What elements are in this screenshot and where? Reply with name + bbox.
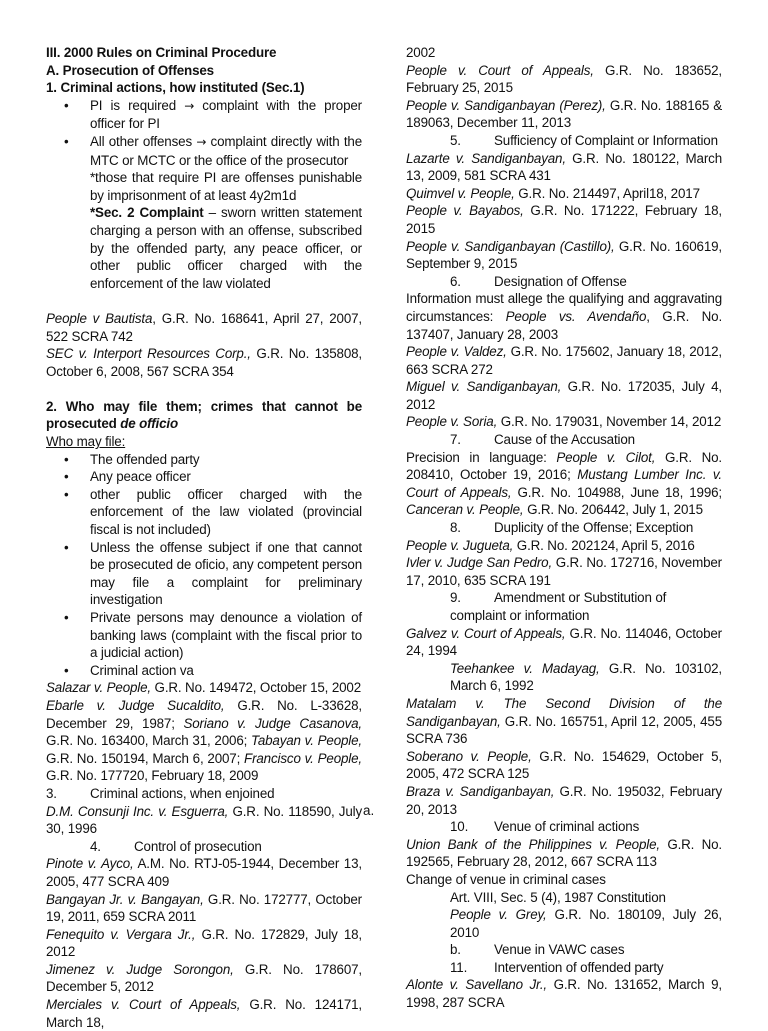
citation	[406, 413, 722, 431]
citation	[406, 660, 722, 695]
citation	[46, 345, 362, 380]
citation	[46, 310, 362, 345]
bullet-item	[46, 609, 362, 662]
text-run: complaint with the proper officer for PI	[90, 97, 362, 132]
case-name: Braza v. Sandiganbayan,	[406, 783, 555, 799]
numbered-heading	[46, 785, 362, 803]
bullet-item	[46, 662, 362, 680]
citation	[406, 836, 722, 871]
text-line: Change of venue in criminal cases	[406, 871, 606, 887]
case-name: Alonte v. Savellano Jr.,	[406, 977, 547, 993]
spacer	[46, 292, 362, 310]
item-number: 5.	[450, 132, 461, 148]
text-run: Information must allege the qualifying and aggravating circumstances:	[406, 291, 722, 324]
case-name: Galvez v. Court of Appeals,	[406, 625, 566, 641]
text-run: G.R. No. 178607, December 5, 2012	[46, 961, 362, 995]
text-run: – sworn written statement charging a person with an offense, subscribed by the offended party, any peace officer, or other public officer charged with the enforcement of the law violated	[90, 205, 362, 291]
case-name: Francisco v. People,	[244, 750, 362, 766]
text-run: Criminal action va	[90, 662, 194, 678]
citation	[406, 783, 722, 818]
item-number: 3.	[46, 785, 57, 801]
text-line: 2002	[406, 45, 436, 60]
citation	[46, 697, 362, 785]
text-run: Art. VIII, Sec. 5 (4), 1987 Constitution	[450, 889, 666, 905]
text-line: Who may file:	[46, 434, 126, 450]
left-column	[46, 44, 362, 1031]
text-run: G.R. No. 149472, October 15, 2002	[150, 680, 362, 696]
text-run: G.R. No. 172777, October 19, 2011, 659 SCRA 2011	[46, 891, 362, 925]
citation	[406, 625, 722, 660]
item-number: 11.	[450, 959, 468, 975]
arrow-icon: →	[184, 98, 195, 113]
numbered-heading	[406, 431, 722, 449]
item-heading-text: Criminal actions, when enjoined	[90, 785, 275, 801]
text-run: G.R. No. 179031, November 14, 2012	[497, 414, 722, 430]
item-heading-text: Control of prosecution	[134, 838, 262, 854]
text-run: G.R. No. 118590, July 30, 1996	[46, 803, 362, 837]
case-name: Teehankee v. Madayag,	[450, 660, 600, 676]
case-name: Bangayan Jr. v. Bangayan,	[46, 891, 204, 907]
text-run: G.R. No. 202124, April 5, 2016	[513, 537, 695, 553]
citation	[406, 238, 722, 273]
citation	[406, 748, 722, 783]
case-name: Soriano v. Judge Casanova,	[183, 715, 362, 731]
citation	[46, 926, 362, 961]
citation	[406, 695, 722, 748]
case-name: People v. Soria,	[406, 414, 498, 430]
text-run: G.R. No. 171222, February 18, 2015	[406, 203, 722, 236]
bullet-item	[46, 539, 362, 609]
text-line: III. 2000 Rules on Criminal Procedure	[46, 45, 277, 60]
citation	[406, 62, 722, 97]
bullet-item	[46, 97, 362, 133]
citation	[406, 185, 722, 203]
numbered-heading	[406, 132, 722, 150]
citation	[46, 996, 362, 1031]
text-run: G.R. No. 114046, October 24, 1994	[406, 625, 722, 659]
case-name: Ebarle v. Judge Sucaldito,	[46, 697, 225, 713]
case-name: Soberano v. People,	[406, 748, 532, 764]
text-run: G.R. No. 160619, September 9, 2015	[406, 238, 722, 272]
text-run: G.R. No. 131652, March 9, 1998, 287 SCRA	[406, 977, 722, 1011]
citation	[406, 889, 722, 907]
text-run: PI is required	[90, 97, 185, 113]
item-heading-text: Amendment or Substitution of complaint or information	[450, 590, 667, 623]
case-name: Matalam v. The Second Division of the Sandiganbayan,	[406, 695, 722, 729]
text-run: Private persons may denounce a violation of banking laws (complaint with the fiscal prior to a judicial action)	[90, 610, 362, 661]
numbered-heading	[46, 838, 362, 856]
citation	[406, 378, 722, 413]
item-number: b.	[450, 942, 461, 958]
numbered-heading	[406, 941, 722, 959]
bullet-item	[46, 486, 362, 539]
case-name: Pinote v. Ayco,	[46, 856, 134, 872]
case-name: People v Bautista	[46, 310, 153, 326]
case-name: Quimvel v. People,	[406, 185, 515, 201]
stray-list-marker: a.	[363, 803, 375, 818]
item-heading-text: Intervention of offended party	[494, 959, 664, 975]
case-name: Fenequito v. Vergara Jr.,	[46, 926, 196, 942]
case-name: People v. Cilot,	[556, 449, 656, 465]
text-run: G.R. No. 135808, October 6, 2008, 567 SCRA 354	[46, 346, 362, 379]
item-number: 10.	[450, 819, 469, 835]
text-run: G.R. No. 195032, February 20, 2013	[406, 783, 722, 817]
item-number: 6.	[450, 273, 461, 289]
text-run: G.R. No. 165751, April 12, 2005, 455 SCRA 736	[406, 713, 722, 747]
item-heading-text: Sufficiency of Complaint or Information	[494, 132, 718, 148]
text-run: G.R. No. 214497, April18, 2017	[514, 185, 700, 201]
text-run: G.R. No. 150194, March 6, 2007;	[46, 750, 245, 766]
text-run: , G.R. No. 137407, January 28, 2003	[406, 308, 723, 342]
citation	[46, 891, 362, 926]
text-run: G.R. No. 192565, February 28, 2012, 667 SCRA 113	[406, 836, 722, 870]
text-run: G.R. No. 177720, February 18, 2009	[46, 768, 259, 784]
numbered-heading	[406, 273, 722, 291]
case-name: Ivler v. Judge San Pedro,	[406, 555, 553, 571]
item-heading-text: Cause of the Accusation	[494, 432, 635, 448]
text-run: G.R. No. 183652, February 25, 2015	[406, 62, 722, 96]
case-name: de officio	[120, 416, 179, 432]
citation	[406, 150, 722, 185]
text-run: G.R. No. 124171, March 18,	[46, 997, 363, 1030]
text-run: Any peace officer	[90, 469, 191, 485]
item-number: 9.	[450, 590, 461, 606]
numbered-heading	[406, 959, 722, 977]
text-run: The offended party	[90, 451, 200, 467]
item-heading-text: Venue of criminal actions	[494, 819, 640, 835]
text-run: , G.R. No. 168641, April 27, 2007, 522 SCRA 742	[46, 310, 362, 344]
citation	[406, 97, 722, 132]
case-name: People v. Jugueta,	[406, 537, 514, 553]
citation	[46, 803, 362, 838]
text-run: G.R. No. 154629, October 5, 2005, 472 SCRA 125	[406, 748, 722, 782]
case-name: People v. Court of Appeals,	[406, 62, 594, 78]
citation	[406, 906, 722, 941]
text-run: Precision in language:	[406, 449, 557, 465]
case-name: Tabayan v. People,	[251, 733, 362, 749]
text-line: 1. Criminal actions, how instituted (Sec.1)	[46, 80, 305, 96]
case-name: Jimenez v. Judge Sorongon,	[46, 961, 234, 977]
item-heading-text: Duplicity of the Offense; Exception	[494, 520, 694, 536]
text-run: G.R. No. 175602, January 18, 2012, 663 SCRA 272	[406, 344, 722, 377]
case-name: People v. Sandiganbayan (Perez),	[406, 97, 606, 113]
citation	[406, 202, 722, 237]
item-number: 7.	[450, 432, 461, 448]
citation	[406, 449, 722, 519]
bullet-item	[46, 468, 362, 486]
case-name: People vs. Avendaño	[505, 308, 647, 324]
text-run: G.R. No. 180122, March 13, 2009, 581 SCRA 431	[406, 150, 723, 184]
text-run: G.R. No. 103102, March 6, 1992	[450, 660, 722, 694]
text-run: G.R. No. 208410, October 19, 2016;	[406, 449, 722, 483]
text-line: A. Prosecution of Offenses	[46, 62, 214, 78]
text-run: Unless the offense subject if one that cannot be prosecuted de oficio, any competent person may file a complaint for preliminary investigation	[90, 539, 362, 608]
text-run: G.R. No. 104988, June 18, 1996;	[511, 484, 722, 500]
case-name: Merciales v. Court of Appeals,	[46, 997, 241, 1013]
item-heading-text: Designation of Offense	[494, 273, 627, 289]
citation	[406, 554, 722, 589]
text-run: G.R. No. 172716, November 17, 2010, 635 SCRA 191	[406, 555, 722, 588]
citation	[46, 679, 362, 697]
case-name: D.M. Consunji Inc. v. Esguerra,	[46, 803, 229, 819]
citation	[46, 855, 362, 890]
citation	[406, 343, 722, 378]
case-name: People v. Grey,	[450, 907, 547, 923]
item-number: 4.	[90, 838, 101, 854]
citation	[46, 961, 362, 996]
citation	[46, 398, 362, 433]
right-column	[406, 44, 722, 1012]
case-name: People v. Sandiganbayan (Castillo),	[406, 238, 615, 254]
case-name: Salazar v. People,	[46, 680, 151, 696]
text-run: 2. Who may file them; crimes that cannot be prosecuted	[46, 398, 362, 432]
case-name: People v. Bayabos,	[406, 203, 524, 219]
case-name: Union Bank of the Philippines v. People,	[406, 836, 660, 852]
citation	[46, 204, 362, 292]
item-number: 8.	[450, 520, 461, 536]
case-name: Mustang Lumber Inc. v. Court of Appeals,	[406, 467, 722, 500]
bullet-item	[46, 451, 362, 469]
text-run: G.R. No. 188165 & 189063, December 11, 2013	[406, 97, 723, 131]
text-run: G.R. No. 206442, July 1, 2015	[523, 502, 703, 518]
case-name: People v. Valdez,	[406, 344, 507, 360]
bullet-item	[46, 133, 362, 169]
numbered-heading	[406, 589, 722, 624]
text-run: other public officer charged with the enforcement of the law violated (provincial fiscal is not included)	[90, 486, 362, 538]
citation	[406, 976, 722, 1011]
case-name: Miguel v. Sandiganbayan,	[406, 379, 562, 395]
case-name: SEC v. Interport Resources Corp.,	[46, 346, 251, 362]
text-run: All other offenses	[90, 133, 197, 149]
text-run: complaint directly with the MTC or MCTC or the office of the prosecutor	[90, 133, 362, 168]
spacer	[46, 380, 362, 398]
numbered-heading	[406, 818, 722, 836]
numbered-heading	[406, 519, 722, 537]
text-run: G.R. No. L-33628, December 29, 1987;	[46, 697, 362, 731]
arrow-icon: →	[196, 134, 207, 149]
text-run: G.R. No. 163400, March 31, 2006;	[46, 733, 252, 749]
citation	[406, 537, 722, 555]
text-run: A.M. No. RTJ-05-1944, December 13, 2005, 477 SCRA 409	[46, 856, 362, 889]
item-heading-text: Venue in VAWC cases	[494, 942, 625, 958]
case-name: Lazarte v. Sandiganbayan,	[406, 150, 566, 166]
case-name: Canceran v. People,	[406, 502, 524, 518]
text-run: G.R. No. 172829, July 18, 2012	[46, 926, 362, 960]
text-run: G.R. No. 180109, July 26, 2010	[450, 907, 722, 940]
text-run: G.R. No. 172035, July 4, 2012	[406, 379, 722, 412]
text-run: *Sec. 2 Complaint	[90, 205, 204, 221]
indented-note: *those that require PI are offenses punishable by imprisonment of at least 4y2m1d	[90, 170, 362, 203]
citation	[406, 290, 722, 343]
